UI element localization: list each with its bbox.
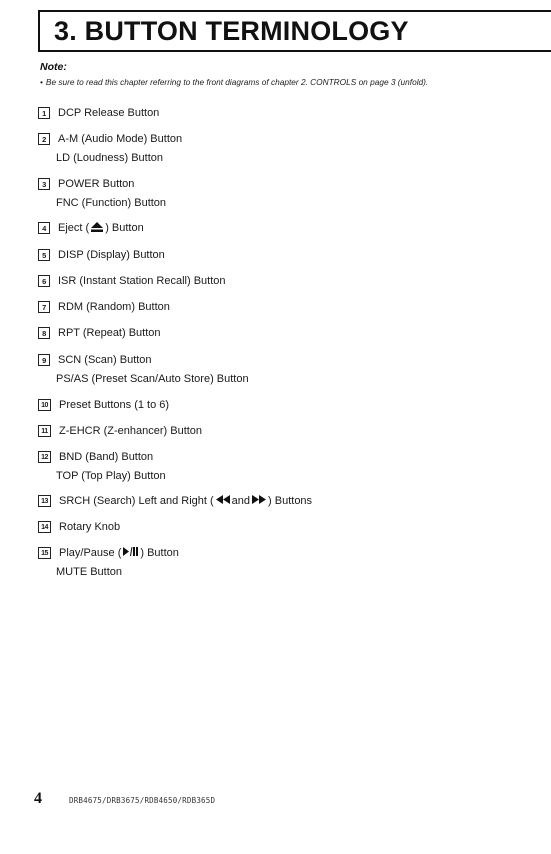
item-number: 6 [38,275,50,287]
item-number: 15 [38,547,51,559]
play-pause-icon [123,544,138,563]
seek-forward-icon [252,492,266,511]
item-number: 14 [38,521,51,533]
item-label-secondary: FNC (Function) Button [56,196,167,209]
list-item [38,130,182,167]
note-heading: Note: [40,61,67,73]
item-number: 10 [38,399,51,411]
list-item [38,272,226,291]
item-label-pre: Play/Pause ( [59,547,122,559]
item-number: 1 [38,107,50,119]
note-text [40,77,428,87]
item-label-secondary: LD (Loudness) Button [56,151,164,164]
list-item [38,351,249,388]
item-label-pre: SRCH (Search) Left and Right ( [59,495,214,507]
model-numbers: DRB4675/DRB3675/RDB4650/RDB365D [69,796,216,805]
item-label-post: ) Buttons [268,495,313,507]
item-label-secondary: PS/AS (Preset Scan/Auto Store) Button [56,372,249,385]
item-label: ISR (Instant Station Recall) Button [58,275,226,287]
item-label: BND (Band) Button [59,451,154,463]
list-item [38,448,166,485]
title-box [38,10,551,52]
item-number: 9 [38,354,50,366]
list-item [38,104,159,123]
item-label-pre: Eject ( [58,222,90,234]
item-number: 12 [38,451,51,463]
item-label: Z-EHCR (Z-enhancer) Button [59,425,203,437]
item-number: 3 [38,178,50,190]
list-item [38,219,144,238]
note-bullet: • [40,77,43,87]
item-number: 8 [38,327,50,339]
item-label: Rotary Knob [59,521,121,533]
note-body: Be sure to read this chapter referring to the front diagrams of chapter 2. CONTROLS on page 3 (unfold). [45,77,429,87]
list-item [38,246,165,265]
item-number: 5 [38,249,50,261]
item-label: DCP Release Button [58,107,160,119]
item-label-mid: and [231,495,251,507]
item-label: RDM (Random) Button [58,301,170,313]
item-label: A-M (Audio Mode) Button [58,133,183,145]
item-label-secondary: MUTE Button [56,565,123,578]
item-number: 2 [38,133,50,145]
item-number: 11 [38,425,51,437]
item-label-post: ) Button [140,547,179,559]
eject-icon [91,219,103,238]
list-item [38,396,169,415]
list-item [38,544,179,581]
item-label: SCN (Scan) Button [58,354,152,366]
list-item [38,298,170,317]
item-label: Preset Buttons (1 to 6) [59,399,170,411]
item-label: RPT (Repeat) Button [58,327,161,339]
list-item [38,422,202,441]
item-number: 4 [38,222,50,234]
seek-back-icon [216,492,230,511]
page-number: 4 [34,790,42,807]
item-label: DISP (Display) Button [58,249,165,261]
item-label: POWER Button [58,178,135,190]
list-item [38,518,120,537]
list-item [38,492,312,511]
list-item [38,324,161,343]
item-number: 7 [38,301,50,313]
item-number: 13 [38,495,51,507]
page-title: 3. BUTTON TERMINOLOGY [54,16,409,46]
item-label-secondary: TOP (Top Play) Button [56,469,166,482]
item-label-post: ) Button [105,222,144,234]
list-item [38,175,166,212]
